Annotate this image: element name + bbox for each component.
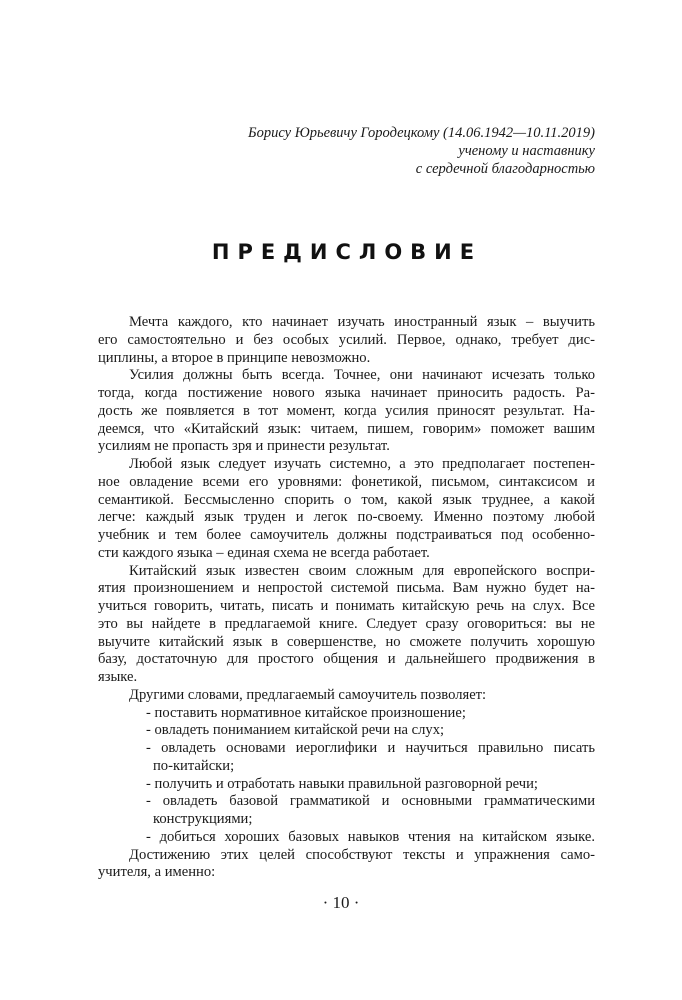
dedication-line: ученому и наставнику — [458, 142, 595, 159]
page-number: · 10 · — [322, 893, 360, 912]
text-line: циплины, а второе в принципе невозможно. — [98, 349, 371, 366]
list-item: - поставить нормативное китайское произношение; — [146, 704, 466, 721]
text-line: Китайский язык известен своим сложным для европейского воспри- — [129, 562, 595, 579]
list-item: - овладеть основами иероглифики и научиться правильно писать — [146, 740, 595, 756]
body-text — [98, 314, 595, 882]
text-line: это вы найдете в предлагаемой книге. Следует сразу оговориться: вы не — [98, 615, 595, 632]
text-line: учиться говорить, читать, писать и понимать китайскую речь на слух. Все — [98, 598, 595, 614]
text-line: тогда, когда постижение нового языка начинает приносить радость. Ра- — [98, 385, 595, 401]
list-item-continuation: по-китайски; — [153, 757, 235, 774]
text-line: дость же появляется в тот момент, когда усилия приносят результат. На- — [98, 402, 595, 419]
list-item: - добиться хороших базовых навыков чтения на китайском языке. — [146, 828, 595, 845]
text-line: учебник и тем более самоучитель должны подстраиваться под особенно- — [98, 527, 595, 543]
text-line: легче: каждый язык труден и легок по-своему. Именно поэтому любой — [98, 509, 595, 526]
dedication — [248, 125, 595, 178]
text-line: выучите китайский язык в совершенстве, но сможете получить хорошую — [98, 633, 595, 650]
list-item: - овладеть пониманием китайской речи на слух; — [146, 722, 445, 739]
text-line: Достижению этих целей способствуют тексты и упражнения само- — [129, 846, 595, 863]
text-line: усилиям не пропасть зря и принести результат. — [98, 438, 390, 455]
dedication-line: с сердечной благодарностью — [415, 160, 595, 177]
text-line: языке. — [98, 669, 138, 685]
text-line: Усилия должны быть всегда. Точнее, они начинают исчезать только — [129, 367, 595, 384]
text-line: Любой язык следует изучать системно, а это предполагает постепен- — [129, 456, 595, 472]
list-item: - овладеть базовой грамматикой и основными грамматическими — [146, 793, 595, 810]
page-title: ПРЕДИСЛОВИЕ — [211, 240, 483, 264]
text-line: деемся, что «Китайский язык: читаем, пишем, говорим» поможет вашим — [98, 420, 595, 437]
text-line: семантикой. Бессмысленно спорить о том, какой язык труднее, а какой — [98, 491, 595, 508]
text-line: учителя, а именно: — [98, 864, 216, 881]
text-line: его самостоятельно и без особых усилий. Первое, однако, требует дис- — [98, 331, 595, 348]
list-item: - получить и отработать навыки правильной разговорной речи; — [146, 775, 538, 792]
text-line: ятия произношением и непростой системой письма. Вам нужно будет на- — [98, 580, 595, 597]
text-line: ное овладение всеми его уровнями: фонетикой, письмом, синтаксисом и — [98, 473, 595, 490]
text-line: сти каждого языка – единая схема не всегда работает. — [98, 544, 430, 561]
text-line: Другими словами, предлагаемый самоучитель позволяет: — [129, 686, 487, 703]
text-line: Мечта каждого, кто начинает изучать иностранный язык – выучить — [129, 314, 595, 330]
list-item-continuation: конструкциями; — [153, 811, 253, 827]
dedication-line: Борису Юрьевичу Городецкому (14.06.1942—10.11.2019) — [248, 125, 595, 141]
text-line: базу, достаточную для простого общения и дальнейшего продвижения в — [98, 651, 595, 668]
